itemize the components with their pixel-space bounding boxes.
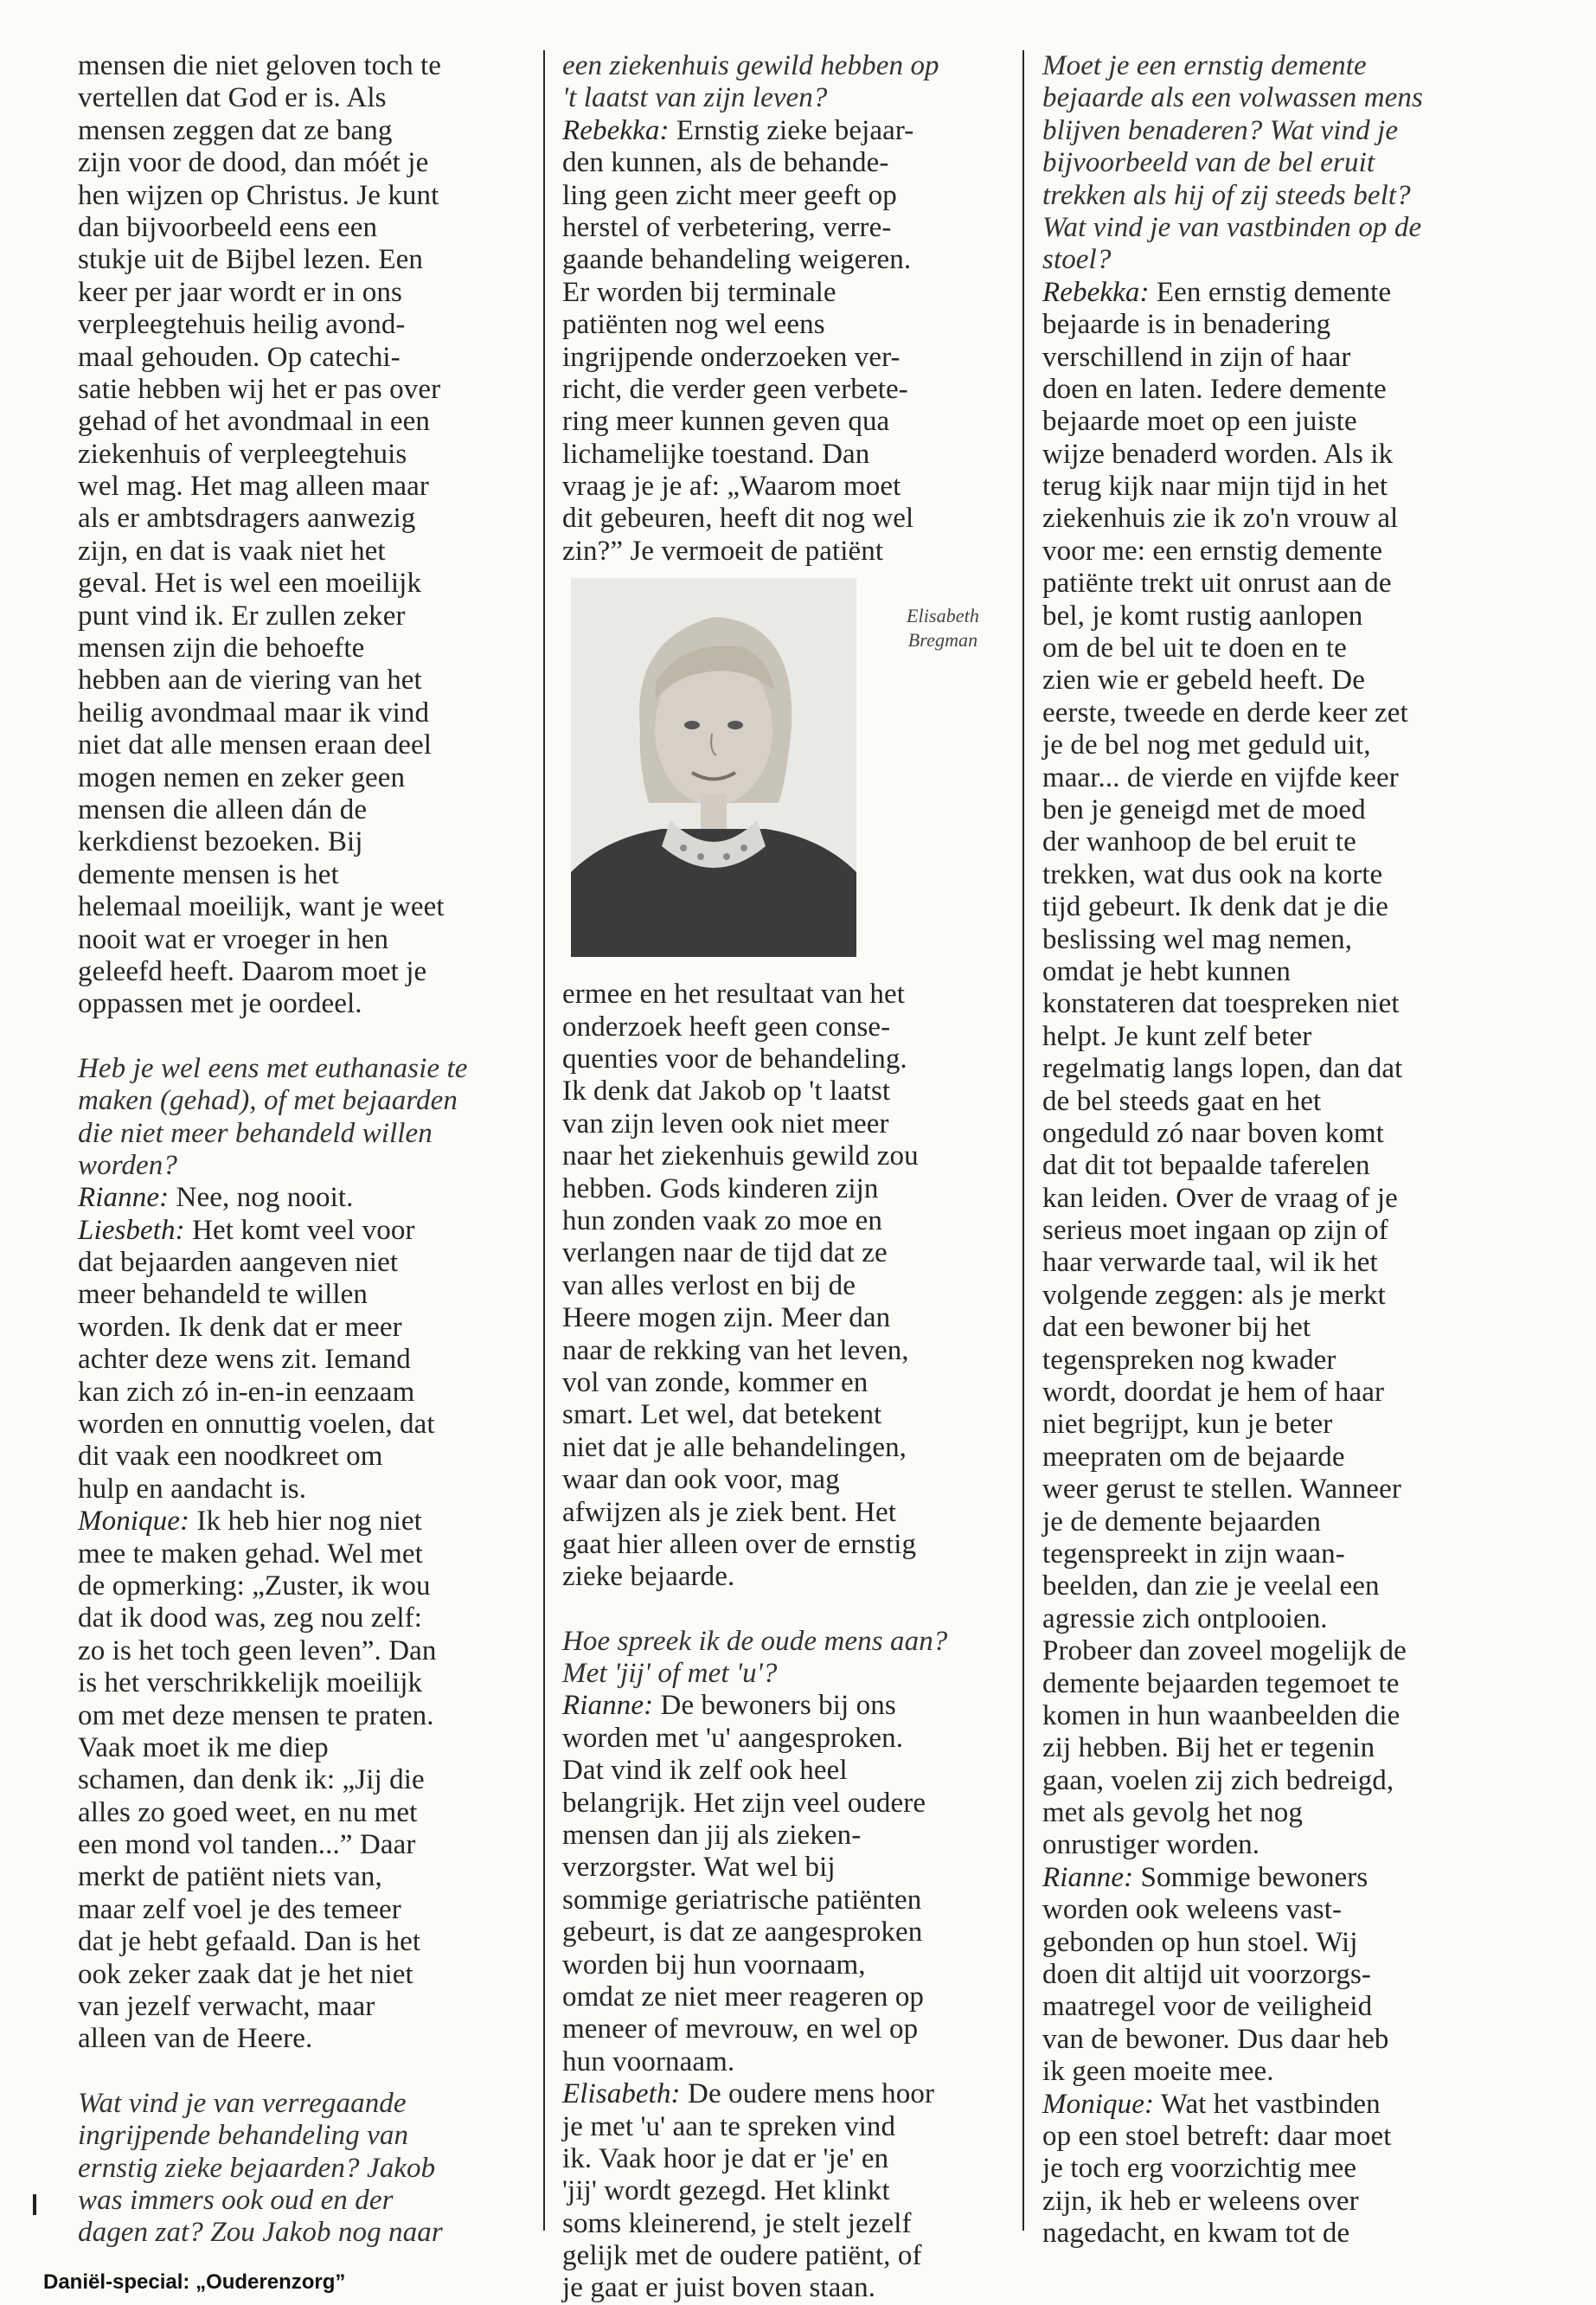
answer-text	[562, 147, 1003, 568]
text-line: gebeurt, is dat ze aangesproken	[562, 1917, 923, 1949]
text-line: meer behandeld te willen	[78, 1279, 369, 1311]
text-line: blijven benaderen? Wat vind je	[1042, 114, 1399, 146]
text-line: richt, die verder geen verbete-	[562, 373, 908, 405]
answer-line: Monique: Ik heb hier nog niet	[78, 1506, 422, 1538]
text-line: bejaarde moet op een juiste	[1042, 406, 1357, 438]
text-line: tijd gebeurt. Ik denk dat je die	[1042, 891, 1388, 923]
text-line: niet begrijpt, kun je beter	[1042, 1409, 1333, 1441]
text-line: Probeer dan zoveel mogelijk de	[1042, 1635, 1407, 1667]
text-line: lichamelijke toestand. Dan	[562, 438, 870, 470]
text-line: is het verschrikkelijk moeilijk	[78, 1667, 423, 1699]
text-line: Vaak moet ik me diep	[78, 1731, 329, 1763]
answer-line: Rebekka: Een ernstig demente	[1042, 276, 1392, 308]
text-line: punt vind ik. Er zullen zeker	[78, 600, 406, 632]
text-line: tegenspreken nog kwader	[1042, 1344, 1336, 1376]
answer-line: Rianne: Nee, nog nooit.	[78, 1182, 354, 1214]
text-line: helpt. Je kunt zelf beter	[1042, 1020, 1312, 1052]
text-line: hen wijzen op Christus. Je kunt	[78, 179, 439, 211]
text-line: de opmerking: „Zuster, ik wou	[78, 1570, 431, 1602]
text-line: merkt de patiënt niets van,	[78, 1861, 382, 1893]
answer-text	[1042, 2121, 1484, 2250]
text-line: alleen van de Heere.	[78, 2023, 313, 2055]
answer-text	[78, 1538, 519, 2056]
speaker-label: Rebekka:	[562, 114, 670, 146]
text-line: maar... de vierde en vijfde keer	[1042, 761, 1399, 793]
text-line: der wanhoop de bel eruit te	[1042, 826, 1356, 858]
portrait-illustration	[571, 578, 856, 957]
text-line: quenties voor de behandeling.	[562, 1043, 907, 1075]
text-line: volgende zeggen: als je merkt	[1042, 1279, 1386, 1311]
text-line: vraag je je af: „Waarom moet	[562, 471, 901, 503]
text-line: dit gebeuren, heeft dit nog wel	[562, 503, 914, 535]
column-2	[562, 50, 1003, 2305]
text-line: beelden, dan zie je veelal een	[1042, 1570, 1380, 1602]
text-line: mogen nemen en zeker geen	[78, 761, 406, 793]
text-line: verschillend in zijn of haar	[1042, 341, 1351, 373]
text-line: hebben. Gods kinderen zijn	[562, 1172, 879, 1204]
text-line: den kunnen, als de behande-	[562, 147, 889, 179]
text-line: een ziekenhuis gewild hebben op	[562, 50, 939, 81]
text-line: belangrijk. Het zijn veel oudere	[562, 1787, 926, 1819]
text-line: afwijzen als je ziek bent. Het	[562, 1496, 896, 1528]
answer-text	[562, 2111, 1003, 2305]
text-line: je de bel nog met geduld uit,	[1042, 729, 1371, 761]
text-line: van alles verlost en bij de	[562, 1269, 856, 1301]
text-line: omdat je hebt kunnen	[1042, 955, 1292, 987]
text-line: gaat hier alleen over de ernstig	[562, 1528, 917, 1560]
text-line: onderzoek heeft geen conse-	[562, 1011, 891, 1043]
text-line: zijn, ik heb er weleens over	[1042, 2185, 1359, 2217]
text-line: Wat vind je van verregaande	[78, 2087, 407, 2119]
text-line: als er ambtsdragers aanwezig	[78, 503, 416, 535]
text-line: vertellen dat God er is. Als	[78, 82, 387, 114]
text-line: gaande behandeling weigeren.	[562, 244, 912, 276]
text-line: gaan, voelen zij zich bedreigd,	[1042, 1764, 1394, 1796]
text-line: 't laatst van zijn leven?	[562, 82, 828, 114]
answer-line: Elisabeth: De oudere mens hoor	[562, 2078, 935, 2110]
text-line: dat ik dood was, zeg nou zelf:	[78, 1602, 422, 1634]
text-line: helemaal moeilijk, want je weet	[78, 891, 445, 923]
text-line: zin?” Je vermoeit de patiënt	[562, 535, 884, 567]
text-line: ziekenhuis of verpleegtehuis	[78, 438, 407, 470]
text-line: vol van zonde, kommer en	[562, 1366, 869, 1398]
text-line: zo is het toch geen leven”. Dan	[78, 1634, 437, 1666]
text-line: om de bel uit te doen en te	[1042, 632, 1347, 665]
answer-line: Monique: Wat het vastbinden	[1042, 2088, 1381, 2120]
text-line: bejaarde is in benadering	[1042, 309, 1331, 341]
text-line: zijn, en dat is vaak niet het	[78, 535, 386, 567]
speaker-label: Monique:	[1042, 2088, 1155, 2120]
text-line: dan bijvoorbeeld eens een	[78, 211, 378, 243]
text-line: smart. Let wel, dat betekent	[562, 1399, 882, 1431]
text-line: keer per jaar wordt er in ons	[78, 276, 402, 308]
answer-line: Rianne: De bewoners bij ons	[562, 1690, 896, 1722]
answer-text	[78, 1247, 519, 1506]
text-line: geval. Het is wel een moeilijk	[78, 568, 422, 600]
text-line: hun zonden vaak zo moe en	[562, 1204, 882, 1236]
text-line: tegenspreekt in zijn waan-	[1042, 1538, 1345, 1570]
text-line: mensen die niet geloven toch te	[78, 50, 442, 81]
text-line: zij hebben. Bij het er tegenin	[1042, 1732, 1375, 1764]
answer-line: Liesbeth: Het komt veel voor	[78, 1214, 415, 1246]
text-line: verzorgster. Wat wel bij	[562, 1852, 836, 1884]
text-line: mee te maken gehad. Wel met	[78, 1538, 423, 1570]
text-line: Dat vind ik zelf ook heel	[562, 1755, 848, 1787]
text-line: eerste, tweede en derde keer zet	[1042, 697, 1408, 729]
text-line: niet dat alle mensen eraan deel	[78, 729, 432, 761]
text-line: ermee en het resultaat van het	[562, 979, 906, 1011]
text-line: Wat vind je van vastbinden op de	[1042, 211, 1422, 243]
text-line: worden ook weleens vast-	[1042, 1894, 1343, 1926]
text-line: Moet je een ernstig demente	[1042, 50, 1367, 81]
text-line: ik geen moeite mee.	[1042, 2056, 1274, 2088]
text-line: wel mag. Het mag alleen maar	[78, 471, 429, 503]
text-line: konstateren dat toespreken niet	[1042, 988, 1400, 1020]
text-line: stukje uit de Bijbel lezen. Een	[78, 244, 423, 276]
text-line: dat dit tot bepaalde taferelen	[1042, 1150, 1370, 1182]
text-line: dat een bewoner bij het	[1042, 1312, 1311, 1344]
answer-line: Rianne: Sommige bewoners	[1042, 1861, 1368, 1893]
answer-text	[1042, 309, 1484, 1862]
text-line: dat je hebt gefaald. Dan is het	[78, 1926, 421, 1958]
text-line: van jezelf verwacht, maar	[78, 1991, 375, 2023]
text-line: worden en onnuttig voelen, dat	[78, 1409, 435, 1441]
column-divider	[543, 50, 545, 2231]
text-line: ben je geneigd met de moed	[1042, 793, 1366, 825]
portrait-figure	[571, 578, 1003, 963]
text-line: hun voornaam.	[562, 2045, 735, 2077]
text-line: maar zelf voel je des temeer	[78, 1893, 401, 1925]
footer-title: Daniël-special: „Ouderenzorg”	[43, 2270, 346, 2294]
text-line: op een stoel betreft: daar moet	[1042, 2121, 1392, 2152]
photo-caption: Elisabeth Bregman	[906, 605, 979, 652]
column-divider	[1022, 50, 1024, 2231]
text-line: demente mensen is het	[78, 858, 339, 890]
column-1	[78, 50, 519, 2250]
interview-question	[78, 1053, 519, 1183]
text-line: verlangen naar de tijd dat ze	[562, 1237, 888, 1269]
text-line: nooit wat er vroeger in hen	[78, 923, 389, 955]
text-line: satie hebben wij het er pas over	[78, 373, 441, 405]
text-line: ling geen zicht meer geeft op	[562, 179, 897, 211]
text-line: meneer of mevrouw, en wel op	[562, 2013, 919, 2045]
text-line: dagen zat? Zou Jakob nog naar	[78, 2217, 443, 2249]
answer-text	[1042, 1894, 1484, 2088]
text-line: kan leiden. Over de vraag of je	[1042, 1182, 1398, 1214]
text-line: ring meer kunnen geven qua	[562, 406, 890, 438]
text-line: achter deze wens zit. Iemand	[78, 1344, 411, 1376]
text-line: je met 'u' aan te spreken vind	[562, 2110, 896, 2142]
interview-question	[562, 1626, 1003, 1691]
text-line: 'jij' wordt gezegd. Het klinkt	[562, 2175, 890, 2207]
text-line: hulp en aandacht is.	[78, 1473, 307, 1505]
text-line: mensen zijn die behoefte	[78, 632, 365, 665]
text-line: doen en laten. Iedere demente	[1042, 373, 1387, 405]
text-line: ook zeker zaak dat je het niet	[78, 1958, 413, 1990]
text-line: beslissing wel mag nemen,	[1042, 923, 1353, 955]
text-line: Ik denk dat Jakob op 't laatst	[562, 1075, 891, 1108]
speaker-label: Rianne:	[562, 1690, 654, 1722]
text-line: regelmatig langs lopen, dan dat	[1042, 1053, 1403, 1085]
text-line: nagedacht, en kwam tot de	[1042, 2218, 1350, 2250]
text-line: maatregel voor de veiligheid	[1042, 1991, 1373, 2023]
interview-question	[78, 2088, 519, 2250]
text-line: wijze benaderd worden. Als ik	[1042, 438, 1394, 470]
text-line: mensen zeggen dat ze bang	[78, 114, 393, 146]
text-line: geleefd heeft. Daarom moet je	[78, 955, 427, 987]
text-line: omdat ze niet meer reageren op	[562, 1981, 925, 2013]
text-line: dit vaak een noodkreet om	[78, 1441, 383, 1473]
text-line: naar het ziekenhuis gewild zou	[562, 1140, 919, 1172]
text-line: worden bij hun voornaam,	[562, 1949, 866, 1981]
text-line: van zijn leven ook niet meer	[562, 1108, 889, 1140]
text-line: terug kijk naar mijn tijd in het	[1042, 471, 1388, 503]
text-line: agressie zich ontplooien.	[1042, 1602, 1328, 1634]
text-line: demente bejaarden tegemoet te	[1042, 1667, 1400, 1699]
text-line: serieus moet ingaan op zijn of	[1042, 1215, 1388, 1247]
text-line: naar de rekking van het leven,	[562, 1334, 909, 1366]
text-line: kan zich zó in-en-in eenzaam	[78, 1376, 415, 1408]
text-line: verpleegtehuis heilig avond-	[78, 309, 406, 341]
text-line: hebben aan de viering van het	[78, 665, 422, 697]
text-line: patiënte trekt uit onrust aan de	[1042, 568, 1392, 600]
text-line: worden?	[78, 1149, 177, 1181]
text-line: maal gehouden. Op catechi-	[78, 341, 401, 373]
text-line: schamen, dan denk ik: „Jij die	[78, 1764, 425, 1796]
text-line: doen dit altijd uit voorzorgs-	[1042, 1959, 1372, 1991]
speaker-label: Monique:	[78, 1506, 190, 1538]
text-line: die niet meer behandeld willen	[78, 1117, 433, 1149]
text-line: zijn voor de dood, dan móét je	[78, 147, 429, 179]
text-line: met als gevolg het nog	[1042, 1797, 1303, 1829]
text-line: wordt, doordat je hem of haar	[1042, 1377, 1385, 1409]
text-line: ziekenhuis zie ik zo'n vrouw al	[1042, 503, 1399, 535]
text-line: bijvoorbeeld van de bel eruit	[1042, 147, 1375, 179]
text-line: je toch erg voorzichtig mee	[1042, 2153, 1357, 2185]
answer-text	[562, 979, 1003, 1593]
text-line: mensen die alleen dán de	[78, 793, 368, 825]
text-line: ernstig zieke bejaarden? Jakob	[78, 2152, 436, 2184]
text-line: voor me: een ernstig demente	[1042, 535, 1383, 567]
text-line: waar dan ook voor, mag	[562, 1464, 840, 1496]
answer-text	[562, 1723, 1003, 2078]
text-line: een mond vol tanden...” Daar	[78, 1829, 416, 1861]
margin-mark	[33, 2194, 36, 2215]
text-line: om met deze mensen te praten.	[78, 1699, 434, 1731]
column-3	[1042, 50, 1484, 2250]
speaker-label: Rebekka:	[1042, 276, 1150, 308]
text-line: meepraten om de bejaarde	[1042, 1441, 1345, 1473]
text-line: heilig avondmaal maar ik vind	[78, 697, 430, 729]
speaker-label: Rianne:	[78, 1182, 170, 1214]
text-line: ongeduld zó naar boven komt	[1042, 1117, 1384, 1149]
interview-question	[562, 50, 1003, 115]
text-line: alles zo goed weet, en nu met	[78, 1796, 418, 1828]
text-line: Hoe spreek ik de oude mens aan?	[562, 1625, 948, 1657]
text-line: onrustiger worden.	[1042, 1829, 1260, 1861]
text-line: Met 'jij' of met 'u'?	[562, 1658, 778, 1690]
text-line: bel, je komt rustig aanlopen	[1042, 600, 1363, 632]
text-line: haar verwarde taal, wil ik het	[1042, 1247, 1378, 1279]
text-line: niet dat je alle behandelingen,	[562, 1431, 907, 1463]
text-line: weer gerust te stellen. Wanneer	[1042, 1474, 1401, 1506]
text-line: zien wie er gebeld heeft. De	[1042, 665, 1365, 697]
text-line: maken (gehad), of met bejaarden	[78, 1085, 458, 1117]
text-line: ingrijpende behandeling van	[78, 2120, 409, 2152]
text-line: dat bejaarden aangeven niet	[78, 1247, 399, 1279]
interview-question	[1042, 50, 1484, 277]
text-line: Er worden bij terminale	[562, 276, 836, 308]
text-line: gebonden op hun stoel. Wij	[1042, 1926, 1358, 1958]
text-line: gehad of het avondmaal in een	[78, 406, 430, 438]
speaker-label: Liesbeth:	[78, 1214, 185, 1246]
speaker-label: Rianne:	[1042, 1861, 1134, 1893]
text-line: je gaat er juist boven staan.	[562, 2272, 876, 2304]
text-line: je de demente bejaarden	[1042, 1506, 1322, 1538]
speaker-label: Elisabeth:	[562, 2078, 681, 2110]
text-line: bejaarde als een volwassen mens	[1042, 82, 1423, 114]
text-line: gelijk met de oudere patiënt, of	[562, 2240, 922, 2272]
answer-line: Rebekka: Ernstig zieke bejaar-	[562, 114, 914, 146]
text-line: kerkdienst bezoeken. Bij	[78, 826, 363, 858]
text-line: zieke bejaarde.	[562, 1561, 735, 1593]
text-line: oppassen met je oordeel.	[78, 988, 362, 1020]
text-line: komen in hun waanbeelden die	[1042, 1699, 1401, 1731]
text-line: patiënten nog wel eens	[562, 309, 825, 341]
text-line: ik. Vaak hoor je dat er 'je' en	[562, 2142, 889, 2174]
text-line: worden met 'u' aangesproken.	[562, 1722, 904, 1754]
text-line: de bel steeds gaat en het	[1042, 1085, 1322, 1117]
text-line: soms kleinerend, je stelt jezelf	[562, 2207, 912, 2239]
text-line: ingrijpende onderzoeken ver-	[562, 341, 901, 373]
text-line: mensen dan jij als zieken-	[562, 1820, 862, 1852]
text-line: van de bewoner. Dus daar heb	[1042, 2023, 1389, 2055]
text-line: worden. Ik denk dat er meer	[78, 1311, 402, 1343]
portrait-photo	[571, 578, 856, 957]
text-line: Heere mogen zijn. Meer dan	[562, 1302, 891, 1334]
paragraph	[78, 50, 519, 1021]
text-line: herstel of verbetering, verre-	[562, 211, 892, 243]
text-line: sommige geriatrische patiënten	[562, 1884, 922, 1916]
text-line: trekken als hij of zij steeds belt?	[1042, 179, 1411, 211]
text-line: trekken, wat dus ook na korte	[1042, 858, 1383, 890]
text-line: Heb je wel eens met euthanasie te	[78, 1052, 468, 1084]
text-line: was immers ook oud en der	[78, 2185, 394, 2216]
text-line: stoel?	[1042, 244, 1112, 276]
